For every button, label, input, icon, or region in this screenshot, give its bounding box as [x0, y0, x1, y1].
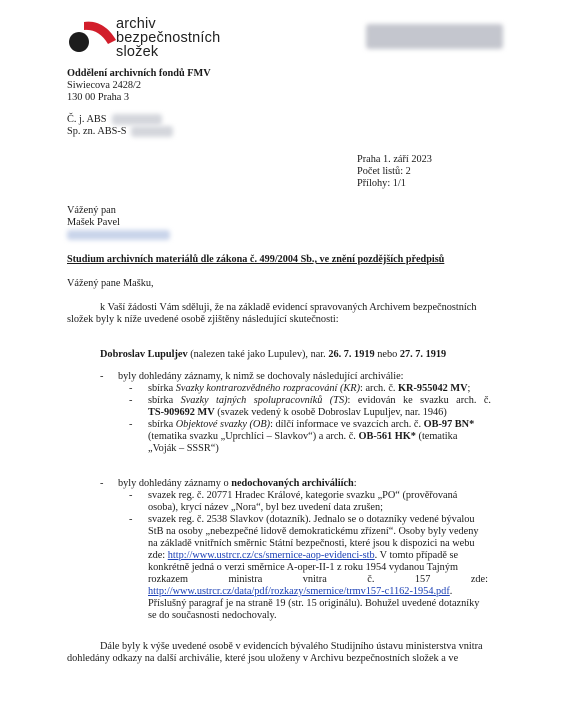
bullet-dash: -	[129, 490, 133, 501]
missing-item-2-line-8: Příslušný paragraf je na straně 19 (str. 15 originálu). Bohužel uvedené dotazníky	[148, 598, 480, 609]
missing-item-2-line-2: StB na osoby „nebezpečné lidově demokratickému zřízení“. Osoby byly vedeny	[148, 526, 479, 537]
bullet-dash: -	[129, 514, 133, 525]
bullet-dash: -	[129, 383, 133, 394]
person-name: Dobroslav Lupuljev	[100, 349, 188, 360]
letter-date: Praha 1. září 2023	[357, 154, 432, 165]
logo-line-1: archiv	[116, 16, 156, 32]
logo-line-3: složek	[116, 44, 159, 60]
missing-item-2-line-3: na základě vnitřních směrnic Státní bezpečnosti, které jsou k dispozici na webu	[148, 538, 475, 549]
preserved-heading: byly dohledány záznamy, k nimž se dochovaly následující archiválie:	[118, 371, 404, 382]
recipient-name: Mašek Pavel	[67, 217, 120, 228]
directives-link[interactable]: http://www.ustrcr.cz/cs/smernice-aop-evidenci-stb	[167, 550, 375, 561]
letter-subject: Studium archivních materiálů dle zákona č. 499/2004 Sb., ve znění pozdějších předpisů	[67, 254, 445, 265]
page-count: Počet listů: 2	[357, 166, 411, 177]
bullet-dash: -	[100, 371, 104, 382]
letter-greeting: Vážený pane Mašku,	[67, 278, 154, 289]
reference-spzn: Sp. zn. ABS-S	[67, 126, 127, 137]
redacted-reference-cj	[112, 114, 162, 125]
missing-item-2-line-5: konkrétně jedná o verzi směrnice A-oper-II-1 z roku 1954 vydanou Tajným	[148, 562, 458, 573]
missing-heading: byly dohledány záznamy o nedochovaných archiváliích:	[118, 478, 357, 489]
person-alias: (nalezen také jako Lupulev), nar.	[187, 349, 329, 360]
preserved-item-2-line-2: TS-909692 MV (svazek vedený k osobě Dobroslav Lupuljev, nar. 1946)	[148, 407, 447, 418]
missing-item-2-line-1: svazek reg. č. 2538 Slavkov (dotazník). Jednalo se o dotazníky vedené bývalou	[148, 514, 475, 525]
recipient-salutation: Vážený pan	[67, 205, 116, 216]
intro-line-1: k Vaší žádosti Vám sděluji, že na základě evidencí spravovaných Archivem bezpečnostních	[100, 302, 477, 313]
bullet-dash: -	[100, 478, 104, 489]
preserved-item-1: sbírka Svazky kontrarozvědného rozpracování (KR): arch. č. KR-955042 MV;	[148, 383, 471, 394]
reference-cj: Č. j. ABS	[67, 114, 107, 125]
logo-line-2: bezpečnostních	[116, 30, 221, 46]
preserved-item-3-line-2: (tematika svazku „Uprchlíci – Slavkov“) a arch. č. OB-561 HK* (tematika	[148, 431, 458, 442]
person-birthdate-1: 26. 7. 1919	[328, 349, 375, 360]
attachments-count: Přílohy: 1/1	[357, 178, 406, 189]
closing-line-2: dohledány odkazy na další archiválie, které jsou uloženy v Archivu bezpečnostních složek a ve	[67, 653, 459, 664]
redacted-reference-spzn	[131, 126, 173, 137]
missing-item-2-line-7: http://www.ustrcr.cz/data/pdf/rozkazy/smernice/trmv157-c1162-1954.pdf.	[148, 586, 453, 597]
missing-item-2-line-4: zde: http://www.ustrcr.cz/cs/smernice-aop-evidenci-stb. V tomto případě se	[148, 550, 459, 561]
missing-item-1-line-1: svazek reg. č. 20771 Hradec Králové, kategorie svazku „PO“ (prověřovaná	[148, 490, 458, 501]
preserved-item-2-line-1: sbírka Svazky tajných spolupracovníků (TS): evidován ke svazku arch. č.	[148, 395, 491, 406]
redacted-recipient-address	[67, 230, 170, 240]
preserved-item-3-line-3: „Voják – SSSR“)	[148, 443, 219, 454]
closing-line-1: Dále byly k výše uvedené osobě v evidencích bývalého Studijního ústavu ministerstva vnitra	[100, 641, 483, 652]
redacted-header-block	[366, 24, 503, 49]
preserved-item-3-line-1: sbírka Objektové svazky (OB): dílčí informace ve svazcích arch. č. OB-97 BN*	[148, 419, 475, 430]
sender-city: 130 00 Praha 3	[67, 92, 130, 103]
order-pdf-link[interactable]: http://www.ustrcr.cz/data/pdf/rozkazy/smernice/trmv157-c1162-1954.pdf	[148, 586, 450, 597]
bullet-dash: -	[129, 395, 133, 406]
missing-item-2-line-9: se do současnosti nedochovaly.	[148, 610, 277, 621]
person-or: nebo	[374, 349, 400, 360]
intro-line-2: složek byly k níže uvedené osobě zjištěny následující skutečnosti:	[67, 314, 339, 325]
bullet-dash: -	[129, 419, 133, 430]
missing-item-2-line-6: rozkazem ministra vnitra č. 157 zde:	[148, 574, 488, 585]
logo	[66, 13, 246, 59]
missing-item-1-line-2: osoba), krycí název „Nora“, byl bez uvedení data zrušen;	[148, 502, 384, 513]
sender-department: Oddělení archivních fondů FMV	[67, 68, 211, 79]
person-heading	[100, 349, 446, 361]
sender-street: Siwiecova 2428/2	[67, 80, 142, 91]
person-birthdate-2: 27. 7. 1919	[399, 349, 447, 360]
